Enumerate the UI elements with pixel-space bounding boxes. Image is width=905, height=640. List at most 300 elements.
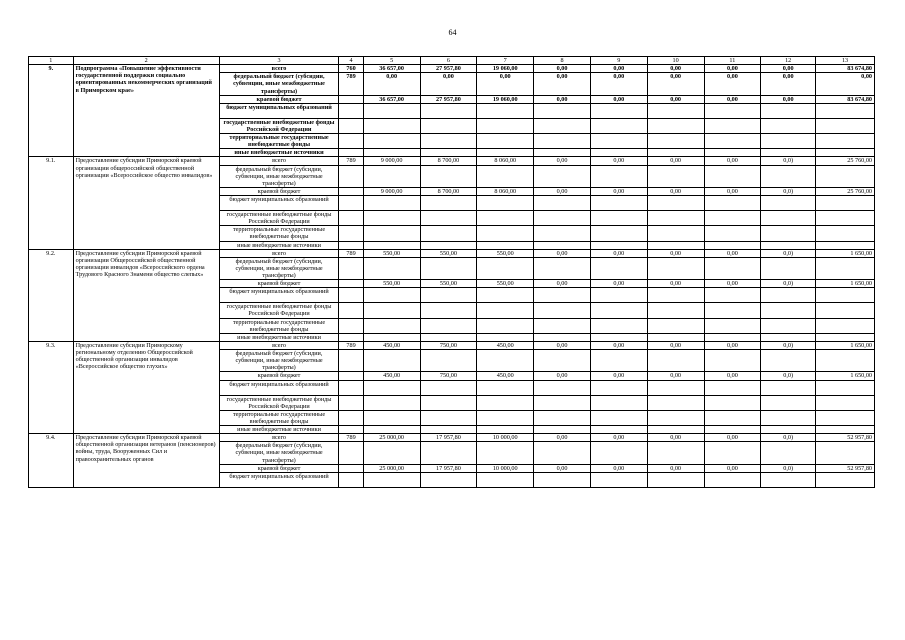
value-cell <box>363 426 420 434</box>
value-cell: 1 650,00 <box>816 280 875 288</box>
code-cell <box>339 380 363 395</box>
value-cell <box>590 165 647 187</box>
value-cell <box>647 395 704 410</box>
value-cell <box>647 196 704 211</box>
funding-source: краевой бюджет <box>219 372 339 380</box>
col-header: 6 <box>420 57 477 65</box>
value-cell <box>363 395 420 410</box>
col-header: 5 <box>363 57 420 65</box>
funding-source: иные внебюджетные источники <box>219 426 339 434</box>
value-cell <box>704 226 761 241</box>
value-cell <box>420 134 477 149</box>
value-cell: 0,00 <box>534 187 591 195</box>
code-cell <box>339 288 363 303</box>
value-cell: 0,00 <box>704 187 761 195</box>
value-cell: 9 000,00 <box>363 187 420 195</box>
value-cell <box>590 442 647 464</box>
value-cell <box>477 288 534 303</box>
value-cell: 0,0) <box>761 280 816 288</box>
funding-source: бюджет муниципальных образований <box>219 380 339 395</box>
code-cell <box>339 472 363 487</box>
value-cell: 0,00 <box>534 157 591 165</box>
col-header: 11 <box>704 57 761 65</box>
value-cell: 17 957,80 <box>420 434 477 442</box>
value-cell <box>363 226 420 241</box>
value-cell: 27 957,80 <box>420 95 477 103</box>
value-cell <box>816 410 875 425</box>
value-cell <box>704 318 761 333</box>
value-cell: 0,00 <box>534 464 591 472</box>
funding-source: территориальные государственные внебюджетные фонды <box>219 134 339 149</box>
value-cell <box>761 350 816 372</box>
code-cell <box>339 280 363 288</box>
value-cell <box>534 380 591 395</box>
value-cell: 0,00 <box>647 249 704 257</box>
value-cell <box>704 103 761 118</box>
funding-source: краевой бюджет <box>219 280 339 288</box>
value-cell <box>704 426 761 434</box>
value-cell: 0,0) <box>761 434 816 442</box>
value-cell: 0,00 <box>704 372 761 380</box>
value-cell: 450,00 <box>477 341 534 349</box>
value-cell: 19 060,00 <box>477 65 534 73</box>
value-cell <box>420 426 477 434</box>
value-cell <box>363 333 420 341</box>
value-cell: 0,0) <box>761 372 816 380</box>
value-cell <box>647 134 704 149</box>
value-cell <box>761 426 816 434</box>
value-cell <box>704 303 761 318</box>
budget-table <box>28 56 875 488</box>
value-cell <box>477 380 534 395</box>
funding-source: федеральный бюджет (субсидии, субвенции, иные межбюджетные трансферты) <box>219 350 339 372</box>
value-cell: 450,00 <box>477 372 534 380</box>
value-cell <box>647 211 704 226</box>
table-row <box>29 341 875 349</box>
code-cell <box>339 333 363 341</box>
value-cell <box>590 380 647 395</box>
table-row <box>29 157 875 165</box>
value-cell: 0,00 <box>647 187 704 195</box>
code-cell <box>339 226 363 241</box>
value-cell: 0,0) <box>761 249 816 257</box>
value-cell <box>816 165 875 187</box>
value-cell <box>761 134 816 149</box>
value-cell: 450,00 <box>363 372 420 380</box>
value-cell <box>647 350 704 372</box>
value-cell <box>590 303 647 318</box>
value-cell <box>704 211 761 226</box>
value-cell <box>647 257 704 279</box>
funding-source: федеральный бюджет (субсидии, субвенции, иные межбюджетные трансферты) <box>219 165 339 187</box>
value-cell <box>534 226 591 241</box>
value-cell <box>363 241 420 249</box>
col-header: 8 <box>534 57 591 65</box>
section-number: 9.1. <box>29 157 74 249</box>
value-cell <box>363 196 420 211</box>
value-cell <box>420 380 477 395</box>
value-cell <box>816 442 875 464</box>
code-cell: 789 <box>339 249 363 257</box>
value-cell <box>590 241 647 249</box>
value-cell: 0,00 <box>590 464 647 472</box>
value-cell: 550,00 <box>363 280 420 288</box>
value-cell: 0,00 <box>647 434 704 442</box>
value-cell: 0,00 <box>590 372 647 380</box>
value-cell <box>590 426 647 434</box>
funding-source: иные внебюджетные источники <box>219 333 339 341</box>
value-cell <box>816 196 875 211</box>
value-cell: 0,00 <box>704 65 761 73</box>
value-cell: 0,00 <box>534 95 591 103</box>
value-cell <box>420 118 477 133</box>
value-cell: 550,00 <box>420 249 477 257</box>
value-cell <box>590 226 647 241</box>
col-header: 4 <box>339 57 363 65</box>
value-cell <box>816 241 875 249</box>
value-cell: 550,00 <box>477 280 534 288</box>
value-cell <box>704 134 761 149</box>
table-body <box>29 57 875 488</box>
value-cell <box>477 196 534 211</box>
col-header: 2 <box>73 57 219 65</box>
value-cell <box>704 472 761 487</box>
funding-source: государственные внебюджетные фонды Российской Федерации <box>219 211 339 226</box>
value-cell <box>534 333 591 341</box>
section-name: Подпрограмма «Повышение эффективности государственной поддержки социально ориентированных некоммерческих организаций в Приморском крае» <box>73 65 219 157</box>
value-cell <box>704 410 761 425</box>
value-cell: 10 000,00 <box>477 464 534 472</box>
code-cell: 789 <box>339 341 363 349</box>
value-cell <box>590 118 647 133</box>
value-cell <box>590 211 647 226</box>
value-cell: 25 760,00 <box>816 157 875 165</box>
value-cell: 0,00 <box>704 434 761 442</box>
code-cell <box>339 118 363 133</box>
value-cell <box>420 103 477 118</box>
funding-source: федеральный бюджет (субсидии, субвенции, иные межбюджетные трансферты) <box>219 73 339 95</box>
section-name: Предоставление субсидии Приморскому региональному отделению Общероссийской общественной организации инвалидов «Всероссийское общество глухих» <box>73 341 219 433</box>
value-cell <box>590 196 647 211</box>
value-cell <box>761 226 816 241</box>
value-cell <box>704 380 761 395</box>
value-cell: 0,00 <box>590 157 647 165</box>
value-cell <box>647 288 704 303</box>
value-cell <box>590 288 647 303</box>
value-cell: 0,00 <box>590 280 647 288</box>
value-cell <box>816 134 875 149</box>
value-cell: 0,00 <box>590 341 647 349</box>
value-cell <box>647 426 704 434</box>
value-cell <box>477 103 534 118</box>
value-cell: 1 650,00 <box>816 249 875 257</box>
value-cell <box>816 380 875 395</box>
value-cell <box>761 410 816 425</box>
value-cell <box>816 118 875 133</box>
value-cell: 750,00 <box>420 372 477 380</box>
value-cell <box>420 257 477 279</box>
value-cell: 52 957,80 <box>816 434 875 442</box>
value-cell: 0,00 <box>761 73 816 95</box>
value-cell <box>420 226 477 241</box>
code-cell <box>339 426 363 434</box>
value-cell <box>647 472 704 487</box>
section-name: Предоставление субсидии Приморской краевой организации Общероссийской общественной организации инвалидов «Всероссийского ордена Трудового Красного Знамени общество слепых» <box>73 249 219 341</box>
value-cell <box>363 303 420 318</box>
funding-source: краевой бюджет <box>219 464 339 472</box>
section-number: 9. <box>29 65 74 157</box>
funding-source: государственные внебюджетные фонды Российской Федерации <box>219 303 339 318</box>
table-row <box>29 249 875 257</box>
funding-source: всего <box>219 434 339 442</box>
value-cell: 0,00 <box>534 341 591 349</box>
code-cell <box>339 165 363 187</box>
value-cell <box>647 118 704 133</box>
value-cell <box>477 426 534 434</box>
value-cell <box>477 211 534 226</box>
funding-source: иные внебюджетные источники <box>219 149 339 157</box>
value-cell: 0,00 <box>704 464 761 472</box>
value-cell <box>420 196 477 211</box>
value-cell <box>590 333 647 341</box>
value-cell: 0,00 <box>647 95 704 103</box>
value-cell: 8 060,00 <box>477 187 534 195</box>
value-cell: 0,00 <box>704 280 761 288</box>
value-cell <box>363 118 420 133</box>
value-cell <box>477 241 534 249</box>
value-cell: 550,00 <box>420 280 477 288</box>
value-cell <box>704 149 761 157</box>
value-cell <box>477 226 534 241</box>
code-cell <box>339 464 363 472</box>
value-cell <box>534 472 591 487</box>
value-cell <box>477 165 534 187</box>
value-cell <box>363 211 420 226</box>
section-name: Предоставление субсидии Приморской краевой общественной организации ветеранов (пенсионеров) войны, труда, Вооруженных Сил и правоохранительных органов <box>73 434 219 488</box>
value-cell <box>647 442 704 464</box>
value-cell: 25 000,00 <box>363 434 420 442</box>
value-cell: 9 000,00 <box>363 157 420 165</box>
value-cell <box>477 442 534 464</box>
value-cell <box>704 395 761 410</box>
funding-source: краевой бюджет <box>219 95 339 103</box>
value-cell <box>590 395 647 410</box>
value-cell: 0,00 <box>647 280 704 288</box>
value-cell <box>590 149 647 157</box>
value-cell <box>363 149 420 157</box>
value-cell: 0,00 <box>704 341 761 349</box>
code-cell <box>339 395 363 410</box>
funding-source: федеральный бюджет (субсидии, субвенции, иные межбюджетные трансферты) <box>219 442 339 464</box>
value-cell <box>363 257 420 279</box>
funding-source: иные внебюджетные источники <box>219 241 339 249</box>
value-cell: 0,00 <box>761 95 816 103</box>
value-cell: 0,0) <box>761 157 816 165</box>
funding-source: территориальные государственные внебюджетные фонды <box>219 226 339 241</box>
funding-source: бюджет муниципальных образований <box>219 472 339 487</box>
value-cell <box>647 410 704 425</box>
value-cell <box>590 134 647 149</box>
value-cell <box>420 303 477 318</box>
section-number: 9.2. <box>29 249 74 341</box>
value-cell: 0,00 <box>647 341 704 349</box>
value-cell <box>816 350 875 372</box>
value-cell: 0,00 <box>761 65 816 73</box>
value-cell <box>704 442 761 464</box>
value-cell <box>590 472 647 487</box>
value-cell <box>477 472 534 487</box>
value-cell <box>704 350 761 372</box>
value-cell: 0,00 <box>590 434 647 442</box>
funding-source: всего <box>219 157 339 165</box>
value-cell: 450,00 <box>363 341 420 349</box>
funding-source: государственные внебюджетные фонды Российской Федерации <box>219 118 339 133</box>
value-cell <box>534 103 591 118</box>
value-cell <box>477 118 534 133</box>
value-cell <box>534 165 591 187</box>
value-cell: 0,00 <box>704 249 761 257</box>
value-cell <box>647 226 704 241</box>
col-header: 13 <box>816 57 875 65</box>
value-cell: 25 000,00 <box>363 464 420 472</box>
value-cell <box>761 380 816 395</box>
value-cell <box>647 303 704 318</box>
value-cell: 52 957,80 <box>816 464 875 472</box>
value-cell <box>761 211 816 226</box>
value-cell <box>420 350 477 372</box>
value-cell <box>534 426 591 434</box>
value-cell <box>761 257 816 279</box>
value-cell: 0,0) <box>761 341 816 349</box>
value-cell: 750,00 <box>420 341 477 349</box>
code-cell: 789 <box>339 434 363 442</box>
code-cell <box>339 303 363 318</box>
value-cell: 83 674,80 <box>816 95 875 103</box>
value-cell <box>816 288 875 303</box>
section-number: 9.4. <box>29 434 74 488</box>
value-cell <box>534 241 591 249</box>
value-cell <box>590 103 647 118</box>
value-cell <box>534 288 591 303</box>
value-cell: 550,00 <box>477 249 534 257</box>
value-cell <box>363 472 420 487</box>
value-cell: 0,00 <box>534 372 591 380</box>
value-cell <box>647 149 704 157</box>
value-cell: 0,00 <box>704 95 761 103</box>
value-cell <box>761 118 816 133</box>
code-cell <box>339 95 363 103</box>
funding-source: бюджет муниципальных образований <box>219 196 339 211</box>
value-cell: 0,00 <box>363 73 420 95</box>
value-cell <box>477 303 534 318</box>
value-cell: 0,00 <box>420 73 477 95</box>
value-cell <box>816 303 875 318</box>
value-cell <box>477 333 534 341</box>
page-number: 64 <box>448 28 457 37</box>
funding-source: бюджет муниципальных образований <box>219 103 339 118</box>
col-header: 3 <box>219 57 339 65</box>
value-cell: 8 060,00 <box>477 157 534 165</box>
funding-source: всего <box>219 65 339 73</box>
value-cell: 1 650,00 <box>816 341 875 349</box>
value-cell <box>816 226 875 241</box>
value-cell <box>363 134 420 149</box>
value-cell <box>761 318 816 333</box>
code-cell <box>339 149 363 157</box>
value-cell <box>816 211 875 226</box>
value-cell: 8 700,00 <box>420 157 477 165</box>
value-cell <box>534 211 591 226</box>
value-cell <box>534 395 591 410</box>
value-cell <box>420 472 477 487</box>
value-cell: 0,00 <box>590 249 647 257</box>
value-cell <box>363 410 420 425</box>
value-cell <box>363 318 420 333</box>
value-cell: 0,00 <box>590 95 647 103</box>
funding-source: территориальные государственные внебюджетные фонды <box>219 410 339 425</box>
value-cell: 1 650,00 <box>816 372 875 380</box>
value-cell <box>816 103 875 118</box>
code-cell <box>339 103 363 118</box>
value-cell <box>534 196 591 211</box>
value-cell <box>816 395 875 410</box>
value-cell <box>647 333 704 341</box>
value-cell <box>816 257 875 279</box>
code-cell <box>339 196 363 211</box>
col-header: 7 <box>477 57 534 65</box>
code-cell <box>339 187 363 195</box>
value-cell: 0,00 <box>534 280 591 288</box>
value-cell <box>761 442 816 464</box>
value-cell: 0,00 <box>534 249 591 257</box>
value-cell <box>704 333 761 341</box>
value-cell: 0,00 <box>477 73 534 95</box>
code-cell <box>339 257 363 279</box>
value-cell <box>477 257 534 279</box>
value-cell <box>761 288 816 303</box>
value-cell <box>363 350 420 372</box>
funding-source: всего <box>219 249 339 257</box>
value-cell: 0,00 <box>534 65 591 73</box>
value-cell <box>761 149 816 157</box>
value-cell <box>761 196 816 211</box>
value-cell <box>534 303 591 318</box>
value-cell <box>477 395 534 410</box>
code-cell <box>339 350 363 372</box>
code-cell <box>339 211 363 226</box>
value-cell <box>590 350 647 372</box>
value-cell: 0,00 <box>647 157 704 165</box>
value-cell <box>534 350 591 372</box>
value-cell <box>534 410 591 425</box>
value-cell <box>420 442 477 464</box>
value-cell <box>363 103 420 118</box>
value-cell: 0,00 <box>647 65 704 73</box>
value-cell <box>761 395 816 410</box>
code-cell <box>339 318 363 333</box>
value-cell <box>761 103 816 118</box>
value-cell: 27 957,80 <box>420 65 477 73</box>
funding-source: территориальные государственные внебюджетные фонды <box>219 318 339 333</box>
value-cell <box>590 318 647 333</box>
value-cell <box>590 410 647 425</box>
value-cell: 0,00 <box>816 73 875 95</box>
value-cell <box>420 318 477 333</box>
value-cell: 83 674,80 <box>816 65 875 73</box>
value-cell <box>534 318 591 333</box>
value-cell: 17 957,80 <box>420 464 477 472</box>
code-cell <box>339 241 363 249</box>
